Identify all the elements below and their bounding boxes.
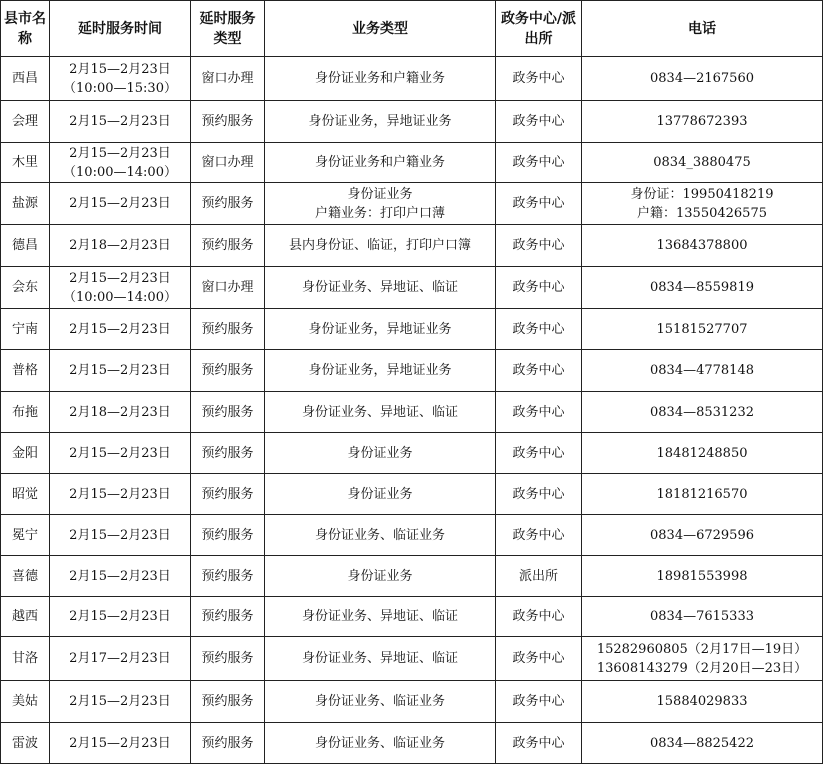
cell-time bbox=[50, 474, 191, 515]
cell-business bbox=[265, 556, 496, 597]
cell-office-text: 政务中心 bbox=[512, 694, 565, 709]
cell-phone bbox=[582, 57, 823, 101]
cell-service-type-text: 预约服务 bbox=[201, 404, 254, 420]
cell-county bbox=[1, 637, 50, 681]
cell-office bbox=[496, 474, 582, 515]
cell-county-text: 会理 bbox=[11, 114, 38, 129]
cell-office bbox=[496, 681, 582, 723]
cell-county bbox=[1, 309, 50, 350]
cell-county-text: 金阳 bbox=[11, 445, 38, 461]
header-county: 县市名称 bbox=[1, 1, 50, 57]
cell-time-text-line2: （10:00—14:00） bbox=[63, 164, 177, 180]
cell-service-type-text: 预约服务 bbox=[201, 609, 254, 624]
cell-office bbox=[496, 309, 582, 350]
cell-office bbox=[496, 597, 582, 637]
cell-office-text: 政务中心 bbox=[512, 404, 565, 420]
cell-time bbox=[50, 637, 191, 681]
cell-office-text: 政务中心 bbox=[512, 321, 565, 337]
cell-office-text: 政务中心 bbox=[512, 651, 565, 666]
cell-business bbox=[265, 350, 496, 392]
cell-phone-text: 0834—8559819 bbox=[650, 280, 754, 295]
cell-service-type-text: 预约服务 bbox=[201, 527, 254, 543]
header-time: 延时服务时间 bbox=[50, 1, 191, 57]
cell-office bbox=[496, 433, 582, 474]
cell-phone bbox=[582, 556, 823, 597]
cell-office-text: 政务中心 bbox=[512, 527, 565, 543]
cell-business bbox=[265, 515, 496, 556]
cell-time bbox=[50, 267, 191, 309]
table-row bbox=[1, 515, 823, 556]
cell-business-text: 身份证业务、异地证、临证 bbox=[301, 280, 458, 295]
cell-office-text: 政务中心 bbox=[512, 609, 565, 624]
cell-phone-text-line2: 户籍：13550426575 bbox=[637, 205, 767, 221]
cell-service-type bbox=[191, 637, 265, 681]
cell-service-type bbox=[191, 474, 265, 515]
table-row bbox=[1, 392, 823, 433]
cell-service-type bbox=[191, 723, 265, 764]
cell-county bbox=[1, 515, 50, 556]
cell-phone bbox=[582, 183, 823, 225]
cell-county bbox=[1, 101, 50, 143]
cell-time-text: 2月15—2月23日 bbox=[69, 609, 171, 624]
cell-phone-text: 0834—4778148 bbox=[650, 363, 754, 378]
header-business: 业务类型 bbox=[265, 1, 496, 57]
cell-time-text: 2月15—2月23日 bbox=[69, 735, 171, 751]
table-row bbox=[1, 143, 823, 183]
cell-service-type-text: 预约服务 bbox=[201, 114, 254, 129]
cell-service-type-text: 窗口办理 bbox=[201, 280, 254, 295]
cell-phone bbox=[582, 515, 823, 556]
cell-county bbox=[1, 681, 50, 723]
cell-service-type-text: 预约服务 bbox=[201, 196, 254, 211]
cell-phone-text: 15282960805（2月17日—19日） bbox=[596, 641, 808, 657]
table-row bbox=[1, 267, 823, 309]
cell-phone bbox=[582, 392, 823, 433]
cell-service-type bbox=[191, 350, 265, 392]
cell-office-text: 政务中心 bbox=[512, 196, 565, 211]
cell-phone-text: 身份证：19950418219 bbox=[630, 186, 774, 202]
cell-business bbox=[265, 637, 496, 681]
cell-time bbox=[50, 597, 191, 637]
cell-business bbox=[265, 474, 496, 515]
cell-county-text: 美姑 bbox=[11, 694, 38, 709]
cell-business bbox=[265, 681, 496, 723]
cell-service-type bbox=[191, 681, 265, 723]
cell-business-text: 县内身份证、临证，打印户口簿 bbox=[288, 238, 471, 253]
cell-time-text: 2月18—2月23日 bbox=[69, 238, 171, 253]
cell-phone-text: 15884029833 bbox=[656, 694, 748, 709]
cell-phone bbox=[582, 267, 823, 309]
cell-office-text: 政务中心 bbox=[512, 238, 565, 253]
cell-phone-text: 15181527707 bbox=[656, 321, 748, 337]
cell-county-text: 德昌 bbox=[11, 238, 38, 253]
header-office: 政务中心/派出所 bbox=[496, 1, 582, 57]
cell-phone bbox=[582, 637, 823, 681]
cell-office-text: 政务中心 bbox=[512, 363, 565, 378]
cell-service-type-text: 预约服务 bbox=[201, 363, 254, 378]
cell-office bbox=[496, 225, 582, 267]
table-row bbox=[1, 57, 823, 101]
cell-county bbox=[1, 143, 50, 183]
cell-service-type-text: 预约服务 bbox=[201, 445, 254, 461]
cell-phone-text: 0834_3880475 bbox=[653, 155, 751, 170]
cell-phone-text: 18981553998 bbox=[656, 568, 748, 584]
cell-business-text: 身份证业务 bbox=[347, 568, 413, 584]
cell-office bbox=[496, 57, 582, 101]
cell-business bbox=[265, 183, 496, 225]
cell-service-type-text: 窗口办理 bbox=[201, 155, 254, 170]
cell-service-type bbox=[191, 556, 265, 597]
table-row bbox=[1, 723, 823, 764]
cell-office bbox=[496, 101, 582, 143]
cell-time bbox=[50, 433, 191, 474]
cell-county bbox=[1, 556, 50, 597]
cell-phone bbox=[582, 723, 823, 764]
cell-time bbox=[50, 225, 191, 267]
cell-business-text: 身份证业务和户籍业务 bbox=[314, 155, 445, 170]
cell-time-text: 2月15—2月23日 bbox=[69, 145, 171, 161]
cell-business bbox=[265, 101, 496, 143]
cell-time bbox=[50, 101, 191, 143]
cell-business-text: 身份证业务、临证业务 bbox=[314, 527, 445, 543]
cell-office bbox=[496, 143, 582, 183]
table-row bbox=[1, 101, 823, 143]
cell-time bbox=[50, 143, 191, 183]
cell-office-text: 政务中心 bbox=[512, 445, 565, 461]
cell-time-text-line2: （10:00—14:00） bbox=[63, 289, 177, 305]
cell-time-text-line2: （10:00—15:30） bbox=[63, 80, 177, 96]
cell-service-type-text: 预约服务 bbox=[201, 568, 254, 584]
cell-phone bbox=[582, 681, 823, 723]
cell-business-text: 身份证业务，异地证业务 bbox=[308, 363, 452, 378]
cell-office bbox=[496, 392, 582, 433]
cell-county-text: 冕宁 bbox=[11, 527, 38, 543]
cell-business bbox=[265, 143, 496, 183]
cell-office bbox=[496, 637, 582, 681]
cell-business-text: 身份证业务、临证业务 bbox=[314, 735, 445, 751]
cell-time-text: 2月15—2月23日 bbox=[69, 196, 171, 211]
cell-office-text: 政务中心 bbox=[512, 155, 565, 170]
cell-time-text: 2月15—2月23日 bbox=[69, 527, 171, 543]
cell-phone bbox=[582, 474, 823, 515]
cell-county bbox=[1, 183, 50, 225]
cell-service-type bbox=[191, 392, 265, 433]
cell-phone bbox=[582, 350, 823, 392]
cell-time-text: 2月15—2月23日 bbox=[69, 694, 171, 709]
cell-office-text: 政务中心 bbox=[512, 280, 565, 295]
cell-time bbox=[50, 309, 191, 350]
cell-phone-text: 13778672393 bbox=[656, 114, 748, 129]
cell-phone bbox=[582, 225, 823, 267]
cell-business-text: 身份证业务、异地证、临证 bbox=[301, 404, 458, 420]
cell-time bbox=[50, 350, 191, 392]
cell-phone-text: 0834—7615333 bbox=[650, 609, 754, 624]
cell-phone bbox=[582, 143, 823, 183]
cell-business-text: 身份证业务、临证业务 bbox=[314, 694, 445, 709]
cell-office-text: 政务中心 bbox=[512, 486, 565, 502]
cell-county bbox=[1, 392, 50, 433]
cell-office-text: 政务中心 bbox=[512, 71, 565, 86]
cell-phone bbox=[582, 433, 823, 474]
cell-county bbox=[1, 433, 50, 474]
cell-county-text: 雷波 bbox=[11, 735, 38, 751]
cell-time-text: 2月15—2月23日 bbox=[69, 270, 171, 286]
cell-county-text: 布拖 bbox=[11, 404, 38, 420]
cell-service-type bbox=[191, 267, 265, 309]
cell-county-text: 会东 bbox=[11, 280, 38, 295]
cell-office bbox=[496, 515, 582, 556]
header-row bbox=[1, 1, 823, 57]
cell-business bbox=[265, 392, 496, 433]
header-phone: 电话 bbox=[582, 1, 823, 57]
table-row bbox=[1, 350, 823, 392]
cell-service-type-text: 预约服务 bbox=[201, 694, 254, 709]
cell-county-text: 宁南 bbox=[11, 321, 38, 337]
table-row bbox=[1, 681, 823, 723]
cell-phone-text-line2: 13608143279（2月20日—23日） bbox=[596, 660, 808, 676]
cell-county-text: 喜德 bbox=[11, 568, 38, 584]
cell-time-text: 2月18—2月23日 bbox=[69, 404, 171, 420]
cell-business-text: 身份证业务，异地证业务 bbox=[308, 114, 452, 129]
cell-office-text: 政务中心 bbox=[512, 114, 565, 129]
cell-business bbox=[265, 267, 496, 309]
cell-business-text: 身份证业务 bbox=[347, 186, 413, 202]
cell-service-type-text: 预约服务 bbox=[201, 486, 254, 502]
cell-county-text: 越西 bbox=[11, 609, 38, 624]
cell-service-type-text: 预约服务 bbox=[201, 735, 254, 751]
table-row bbox=[1, 225, 823, 267]
cell-business-text: 身份证业务、异地证、临证 bbox=[301, 651, 458, 666]
cell-office bbox=[496, 183, 582, 225]
cell-county bbox=[1, 350, 50, 392]
cell-time-text: 2月15—2月23日 bbox=[69, 568, 171, 584]
cell-phone-text: 13684378800 bbox=[656, 238, 748, 253]
cell-service-type bbox=[191, 225, 265, 267]
cell-county bbox=[1, 267, 50, 309]
cell-county-text: 木里 bbox=[11, 155, 38, 170]
cell-phone bbox=[582, 309, 823, 350]
cell-business-text: 身份证业务、异地证、临证 bbox=[301, 609, 458, 624]
cell-county bbox=[1, 597, 50, 637]
cell-time-text: 2月15—2月23日 bbox=[69, 445, 171, 461]
cell-time bbox=[50, 57, 191, 101]
cell-service-type-text: 预约服务 bbox=[201, 651, 254, 666]
cell-phone-text: 0834—8825422 bbox=[650, 735, 754, 751]
cell-county bbox=[1, 225, 50, 267]
cell-county-text: 西昌 bbox=[11, 71, 38, 86]
cell-time-text: 2月15—2月23日 bbox=[69, 61, 171, 77]
header-service-type: 延时服务类型 bbox=[191, 1, 265, 57]
table-row bbox=[1, 474, 823, 515]
cell-service-type bbox=[191, 101, 265, 143]
cell-time-text: 2月17—2月23日 bbox=[69, 651, 171, 666]
cell-county bbox=[1, 474, 50, 515]
cell-business bbox=[265, 433, 496, 474]
cell-time bbox=[50, 681, 191, 723]
cell-service-type-text: 窗口办理 bbox=[201, 71, 254, 86]
table-row bbox=[1, 433, 823, 474]
cell-business bbox=[265, 597, 496, 637]
cell-county-text: 甘洛 bbox=[11, 651, 38, 666]
table-row bbox=[1, 183, 823, 225]
table-row bbox=[1, 556, 823, 597]
cell-business-text: 身份证业务和户籍业务 bbox=[314, 71, 445, 86]
cell-county bbox=[1, 723, 50, 764]
cell-county-text: 盐源 bbox=[11, 196, 38, 211]
cell-business bbox=[265, 723, 496, 764]
cell-office bbox=[496, 267, 582, 309]
cell-time-text: 2月15—2月23日 bbox=[69, 321, 171, 337]
cell-county-text: 昭觉 bbox=[11, 486, 38, 502]
cell-phone-text: 18181216570 bbox=[656, 486, 748, 502]
cell-time bbox=[50, 515, 191, 556]
table-row bbox=[1, 597, 823, 637]
cell-office-text: 派出所 bbox=[518, 568, 558, 584]
cell-phone-text: 0834—2167560 bbox=[650, 71, 754, 86]
cell-business-text: 身份证业务 bbox=[347, 486, 413, 502]
cell-county-text: 普格 bbox=[11, 363, 38, 378]
cell-service-type bbox=[191, 597, 265, 637]
cell-service-type bbox=[191, 515, 265, 556]
cell-time bbox=[50, 723, 191, 764]
cell-service-type bbox=[191, 57, 265, 101]
cell-office bbox=[496, 556, 582, 597]
cell-time-text: 2月15—2月23日 bbox=[69, 486, 171, 502]
cell-phone-text: 0834—6729596 bbox=[650, 527, 754, 543]
cell-phone-text: 0834—8531232 bbox=[650, 404, 754, 420]
cell-business bbox=[265, 225, 496, 267]
cell-time bbox=[50, 183, 191, 225]
cell-service-type bbox=[191, 433, 265, 474]
table-row bbox=[1, 309, 823, 350]
cell-phone-text: 18481248850 bbox=[656, 445, 748, 461]
cell-service-type-text: 预约服务 bbox=[201, 238, 254, 253]
cell-office bbox=[496, 723, 582, 764]
cell-time bbox=[50, 392, 191, 433]
cell-service-type bbox=[191, 309, 265, 350]
cell-business-text: 身份证业务，异地证业务 bbox=[308, 321, 452, 337]
cell-time-text: 2月15—2月23日 bbox=[69, 363, 171, 378]
cell-business bbox=[265, 309, 496, 350]
cell-service-type-text: 预约服务 bbox=[201, 321, 254, 337]
cell-business-text: 身份证业务 bbox=[347, 445, 413, 461]
cell-office-text: 政务中心 bbox=[512, 735, 565, 751]
cell-office bbox=[496, 350, 582, 392]
table-row bbox=[1, 637, 823, 681]
cell-business-text-line2: 户籍业务：打印户口薄 bbox=[314, 205, 445, 221]
cell-service-type bbox=[191, 143, 265, 183]
cell-time-text: 2月15—2月23日 bbox=[69, 114, 171, 129]
cell-business bbox=[265, 57, 496, 101]
cell-county bbox=[1, 57, 50, 101]
cell-phone bbox=[582, 101, 823, 143]
cell-time bbox=[50, 556, 191, 597]
cell-phone bbox=[582, 597, 823, 637]
cell-service-type bbox=[191, 183, 265, 225]
